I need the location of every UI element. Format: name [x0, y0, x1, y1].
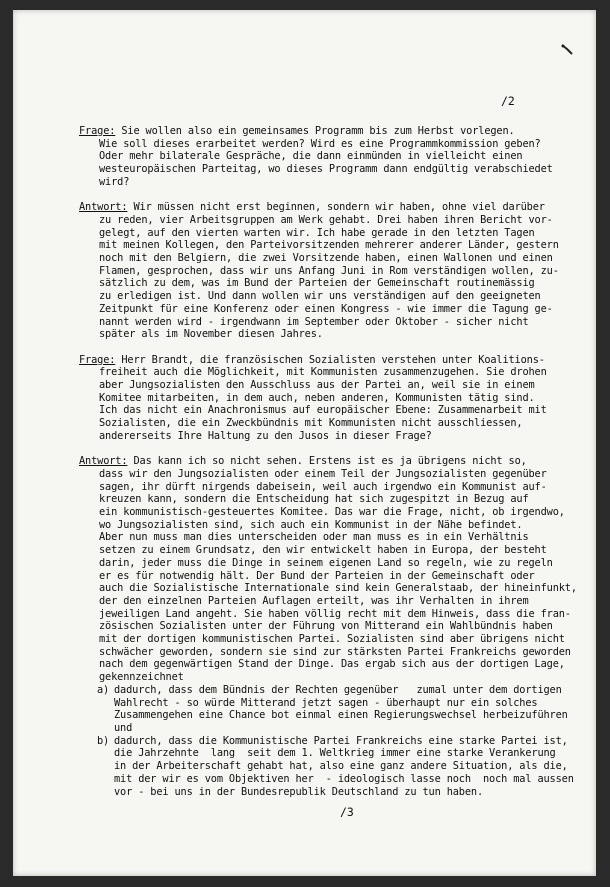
- text-line: [79, 570, 569, 583]
- line-text: jeweiligen Land angeht. Sie haben völlig recht mit dem Hinweis, dass die fran-: [99, 607, 571, 620]
- text-line: [79, 658, 569, 671]
- text-line: [79, 366, 569, 379]
- list-item-line: [79, 722, 569, 735]
- answer-block: [79, 201, 569, 341]
- text-line: [79, 239, 569, 252]
- text-line: [79, 125, 569, 138]
- text-line: [79, 303, 569, 316]
- line-text: Zusammengehen eine Chance bot einmal einen Regierungswechsel herbeizuführen: [114, 709, 568, 722]
- text-line: [79, 544, 569, 557]
- line-text: zu reden, vier Arbeitsgruppen am Werk gehabt. Drei haben ihren Bericht vor-: [99, 213, 553, 226]
- line-text: zu erledigen ist. Und dann wollen wir uns verständigen auf den geeigneten: [99, 290, 541, 303]
- staple-mark: [561, 44, 573, 56]
- line-text: nach dem gegenwärtigen Stand der Dinge. Das ergab sich aus der dortigen Lage,: [99, 658, 565, 671]
- list-item-line: [79, 697, 569, 710]
- text-line: [79, 506, 569, 519]
- text-line: [79, 316, 569, 329]
- text-line: [79, 595, 569, 608]
- line-text: mit meinen Kollegen, den Parteivorsitzenden mehrerer anderer Länder, gestern: [99, 239, 559, 252]
- line-text: dadurch, dass dem Bündnis der Rechten gegenüber zumal unter dem dortigen: [114, 683, 562, 696]
- line-text: und: [114, 722, 133, 734]
- text-line: [79, 417, 569, 430]
- interview-body: [79, 125, 577, 811]
- text-line: [79, 582, 577, 595]
- text-line: [79, 493, 569, 506]
- line-text: später als im November diesen Jahres.: [99, 328, 323, 341]
- line-text: nannt werden wird - irgendwann im September oder Oktober - sicher nicht: [99, 315, 529, 328]
- list-item-line: [79, 747, 569, 760]
- line-text: andererseits Ihre Haltung zu den Jusos in dieser Frage?: [99, 429, 432, 442]
- text-line: [79, 671, 569, 684]
- text-line: [79, 290, 569, 303]
- line-text: die Jahrzehnte lang seit dem 1. Weltkrieg immer eine starke Verankerung: [114, 747, 556, 760]
- line-text: Flamen, gesprochen, dass wir uns Anfang Juni in Rom verständigen wollen, zu-: [99, 264, 559, 277]
- text-line: [79, 620, 569, 633]
- list-item-line: [79, 709, 569, 722]
- question-block: [79, 354, 569, 443]
- text-line: [79, 163, 569, 176]
- line-text: Oder mehr bilaterale Gespräche, die dann einmünden in vielleicht einen: [99, 150, 523, 163]
- line-text: Komitee mitarbeiten, in dem auch, neben anderen, Kommunisten tätig sind.: [99, 391, 535, 404]
- line-text: Herr Brandt, die französischen Sozialisten verstehen unter Koalitions-: [121, 353, 545, 366]
- text-line: [79, 265, 569, 278]
- text-line: [79, 633, 569, 646]
- line-text: Das kann ich so nicht sehen. Erstens ist es ja übrigens nicht so,: [133, 455, 527, 468]
- line-text: zösischen Sozialisten unter der Führung von Mitterand ein Wahlbündnis haben: [99, 620, 553, 633]
- line-text: freiheit auch die Möglichkeit, mit Kommunisten zusammenzugehen. Sie drohen: [99, 366, 547, 379]
- text-line: [79, 392, 569, 405]
- text-line: [79, 468, 569, 481]
- text-line: [79, 646, 569, 659]
- line-text: schwächer geworden, sondern sie sind zur stärksten Partei Frankreichs geworden: [99, 645, 571, 658]
- text-line: [79, 252, 569, 265]
- text-line: [79, 557, 569, 570]
- text-line: [79, 277, 569, 290]
- line-text: darin, jeder muss die Dinge in seinem eigenen Land so regeln, wie zu regeln: [99, 556, 553, 569]
- question-block: [79, 125, 569, 189]
- page-number: /2: [501, 94, 515, 108]
- line-text: wo Jungsozialisten sind, sich auch ein Kommunist in der Nähe befindet.: [99, 518, 523, 531]
- speaker-label: Frage:: [79, 125, 116, 137]
- line-text: Wahlrecht - so würde Mitterand jetzt sagen - überhaupt nur ein solches: [114, 696, 538, 709]
- line-text: dass wir den Jungsozialisten oder einem Teil der Jungsozialisten gegenüber: [99, 467, 547, 480]
- line-text: er es für notwendig hält. Der Bund der Parteien in der Gemeinschaft oder: [99, 569, 535, 582]
- line-text: wird?: [99, 175, 130, 188]
- text-line: [79, 608, 569, 621]
- text-line: [79, 430, 569, 443]
- line-text: Wie soll dieses erarbeitet werden? Wird es eine Programmkommission geben?: [99, 137, 541, 150]
- line-text: Zeitpunkt für eine Konferenz oder einen Kongress - wie immer die Tagung ge-: [99, 302, 553, 315]
- text-line: [79, 201, 569, 214]
- text-line: [79, 354, 569, 367]
- text-line: [79, 176, 569, 189]
- text-line: [79, 455, 569, 468]
- line-text: in der Arbeiterschaft gehabt hat, also eine ganz andere Situation, als die,: [114, 760, 568, 773]
- speaker-label: Frage:: [79, 353, 116, 366]
- list-item-line: [79, 735, 569, 748]
- text-line: [79, 531, 569, 544]
- line-text: kreuzen kann, sondern die Entscheidung hat sich zugespitzt in Bezug auf: [99, 493, 529, 506]
- list-item-line: [79, 786, 569, 799]
- line-text: mit der dortigen kommunistischen Partei. Sozialisten sind aber übrigens nicht: [99, 633, 565, 646]
- line-text: Wir müssen nicht erst beginnen, sondern wir haben, ohne viel darüber: [133, 201, 545, 214]
- speaker-label: Antwort:: [79, 201, 128, 214]
- line-text: mit der wir es vom Objektiven her - ideologisch lasse noch noch mal aussen: [114, 772, 574, 785]
- line-text: gekennzeichnet: [99, 671, 184, 684]
- line-text: Sozialisten, die ein Zweckbündnis mit Kommunisten nicht ausschliessen,: [99, 417, 523, 430]
- line-text: vor - bei uns in der Bundesrepublik Deutschland zu tun haben.: [114, 785, 484, 798]
- list-item-line: [79, 760, 569, 773]
- list-marker: b): [97, 734, 110, 747]
- line-text: auch die Sozialistische Internationale sind kein Generalstaab, der hineinfunkt,: [99, 582, 577, 595]
- text-line: [79, 150, 569, 163]
- list-marker: a): [97, 683, 110, 696]
- line-text: aber Jungsozialisten den Ausschluss aus der Partei an, weil sie in einem: [99, 379, 535, 392]
- text-line: [79, 519, 569, 532]
- next-page-number: /3: [340, 805, 354, 819]
- text-line: [79, 138, 569, 151]
- answer-block: [79, 455, 577, 798]
- text-line: [79, 328, 569, 341]
- line-text: setzen zu einem Grundsatz, den wir entwickelt haben in Europa, der besteht: [99, 544, 547, 557]
- line-text: ein kommunistisch-gesteuertes Komitee. Das war die Frage, nicht, ob irgendwo,: [99, 506, 565, 519]
- list-item-line: [79, 772, 574, 786]
- line-text: Sie wollen also ein gemeinsames Programm bis zum Herbst vorlegen.: [121, 125, 515, 137]
- line-text: der den einzelnen Parteien Auflagen erteilt, was ihr Verhalten in ihrem: [99, 594, 529, 607]
- text-line: [79, 481, 569, 494]
- line-text: noch mit den Belgiern, die zwei Vorsitzende haben, einen Wallonen und einen: [99, 252, 553, 265]
- text-line: [79, 404, 569, 417]
- text-line: [79, 227, 569, 240]
- line-text: sagen, ihr dürft nirgends dabeisein, weil auch irgendwo ein Kommunist auf-: [99, 480, 547, 493]
- line-text: Ich das nicht ein Anachronismus auf europäischer Ebene: Zusammenarbeit mit: [99, 404, 547, 417]
- line-text: westeuropäischen Parteitag, wo dieses Programm dann endgültig verabschiedet: [99, 163, 553, 176]
- list-item-line: [79, 684, 569, 697]
- text-line: [79, 379, 569, 392]
- line-text: sätzlich zu dem, was im Bund der Parteien der Gemeinschaft routinemässig: [99, 277, 535, 290]
- text-line: [79, 214, 569, 227]
- line-text: Aber nun muss man dies unterscheiden oder man muss es in ein Verhältnis: [99, 531, 529, 544]
- line-text: dadurch, dass die Kommunistische Partei Frankreichs eine starke Partei ist,: [114, 734, 568, 747]
- speaker-label: Antwort:: [79, 455, 128, 468]
- line-text: gelegt, auf den vierten warten wir. Ich habe gerade in den letzten Tagen: [99, 226, 535, 239]
